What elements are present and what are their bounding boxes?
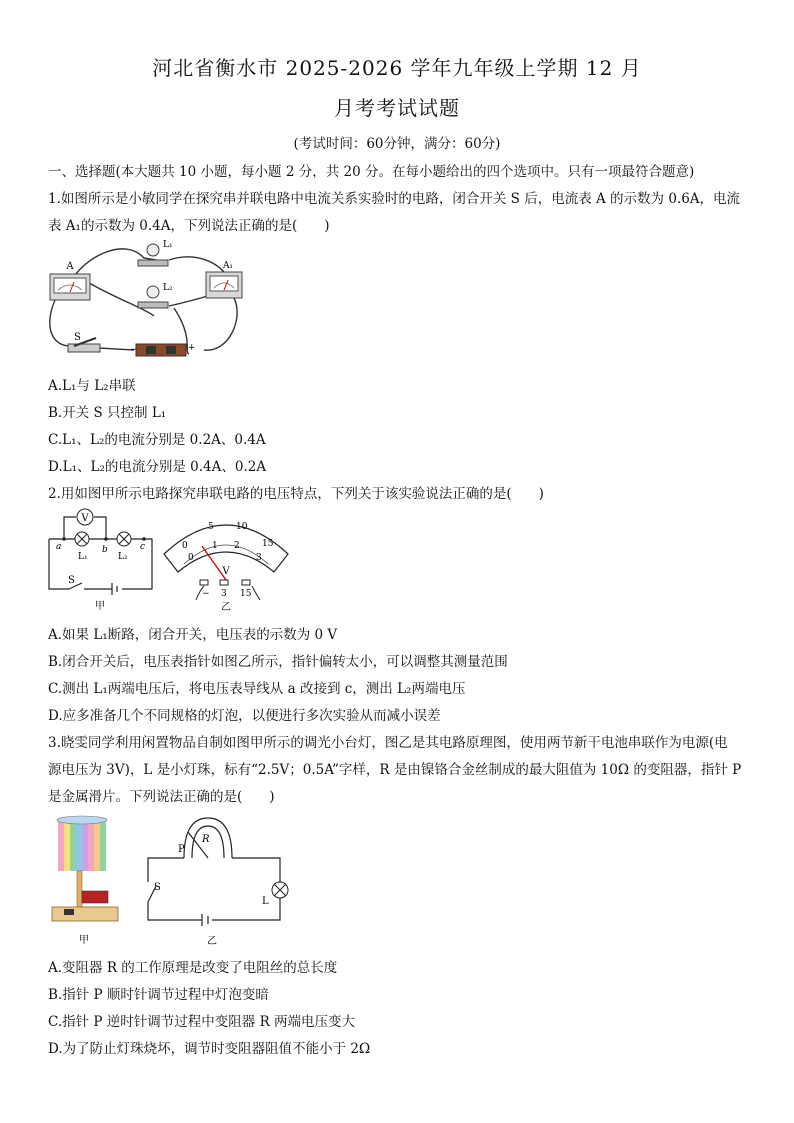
bottom-tick-1: 1 — [212, 541, 218, 551]
battery-neg: − — [130, 345, 138, 355]
q1-stem-line1: 1.如图所示是小敏同学在探究串并联电路中电流关系实验时的电路，闭合开关 S 后，电流表 A 的示数为 0.6A，电流 — [48, 191, 741, 207]
page-title: 河北省衡水市 2025-2026 学年九年级上学期 12 月 — [152, 56, 642, 80]
meter-unit: V — [222, 566, 230, 577]
q3-option-d[interactable]: D.为了防止灯珠烧坏，调节时变阻器阻值不能小于 2Ω — [48, 1041, 371, 1057]
q1-option-d[interactable]: D.L₁、L₂的电流分别是 0.4A、0.2A — [48, 459, 267, 475]
bottom-tick-2: 2 — [234, 541, 240, 551]
ammeter-a1-label: A₁ — [222, 261, 234, 271]
page-subtitle: 月考考试试题 — [334, 96, 460, 120]
voltmeter-label: V — [81, 513, 89, 524]
q2-option-a[interactable]: A.如果 L₁断路，闭合开关，电压表的示数为 0 V — [48, 627, 338, 643]
lamp-l1-label: L₁ — [78, 552, 88, 562]
q2-voltmeter-yi — [160, 510, 292, 612]
q1-stem-line2: 表 A₁的示数为 0.4A，下列说法正确的是( ) — [48, 218, 330, 234]
q1-option-b[interactable]: B.开关 S 只控制 L₁ — [48, 405, 167, 421]
top-tick-5: 5 — [208, 522, 214, 532]
pointer-p: P — [178, 844, 185, 855]
point-a: a — [56, 542, 62, 552]
battery — [136, 344, 186, 356]
ammeter-a-label: A — [66, 261, 74, 272]
q3-option-b[interactable]: B.指针 P 顺时针调节过程中灯泡变暗 — [48, 987, 269, 1003]
terminal-neg: − — [202, 589, 210, 599]
bottom-tick-3: 3 — [256, 553, 262, 563]
bottom-tick-0: 0 — [188, 553, 194, 563]
meter-terminals — [200, 580, 250, 585]
lamp-l2-label: L₂ — [163, 283, 173, 293]
q3-option-c[interactable]: C.指针 P 逆时针调节过程中变阻器 R 两端电压变大 — [48, 1014, 356, 1030]
switch-s-label: S — [68, 575, 75, 586]
point-b: b — [102, 545, 108, 555]
switch-s-label: S — [154, 882, 161, 893]
terminal-3: 3 — [221, 589, 227, 599]
label-jia: 甲 — [79, 935, 89, 946]
point-c: c — [140, 542, 146, 552]
q1-circuit-figure — [44, 238, 254, 368]
q3-lamp-photo-jia — [44, 815, 124, 947]
label-jia: 甲 — [95, 601, 105, 611]
label-yi: 乙 — [207, 936, 217, 947]
q2-circuit-jia — [44, 505, 159, 611]
ammeter-a — [50, 274, 90, 300]
switch-s — [68, 338, 100, 352]
terminal-15: 15 — [240, 589, 252, 599]
q2-option-b[interactable]: B.闭合开关后，电压表指针如图乙所示，指针偏转太小，可以调整其测量范围 — [48, 654, 508, 670]
q1-option-a[interactable]: A.L₁与 L₂串联 — [48, 378, 136, 394]
battery-pos: + — [188, 343, 196, 353]
top-tick-10: 10 — [236, 522, 248, 532]
q3-option-a[interactable]: A.变阻器 R 的工作原理是改变了电阻丝的总长度 — [48, 960, 338, 976]
q3-circuit-yi — [144, 810, 294, 950]
lamp-l1-label: L₁ — [163, 240, 173, 250]
q3-stem-line2: 源电压为 3V)，L 是小灯珠，标有“2.5V；0.5A”字样，R 是由镍铬合金丝制成的最大阻值为 10Ω 的变阻器，指针 P — [48, 762, 742, 778]
switch-s-label: S — [74, 332, 81, 343]
q2-option-d[interactable]: D.应多准备几个不同规格的灯泡，以便进行多次实验从而减小误差 — [48, 708, 441, 724]
q1-option-c[interactable]: C.L₁、L₂的电流分别是 0.2A、0.4A — [48, 432, 266, 448]
label-yi: 乙 — [221, 602, 231, 612]
q2-option-c[interactable]: C.测出 L₁两端电压后，将电压表导线从 a 改接到 c，测出 L₂两端电压 — [48, 681, 466, 697]
exam-info: (考试时间：60分钟，满分：60分) — [293, 136, 501, 152]
ammeter-a1 — [206, 272, 242, 298]
top-tick-0: 0 — [182, 541, 188, 551]
q3-stem-line3: 是金属滑片。下列说法正确的是( ) — [48, 789, 275, 805]
top-tick-15: 15 — [262, 539, 274, 549]
lamp-l2-label: L₂ — [118, 552, 128, 562]
q2-stem: 2.用如图甲所示电路探究串联电路的电压特点，下列关于该实验说法正确的是( ) — [48, 486, 544, 502]
lamp-l-symbol — [272, 882, 288, 898]
lamp-l-label: L — [262, 896, 269, 907]
lampshade — [57, 816, 107, 871]
resistor-r: R — [202, 834, 210, 845]
lamp-l1-symbol — [75, 532, 89, 546]
lamp-l2-symbol — [117, 532, 131, 546]
q3-stem-line1: 3.晓雯同学利用闲置物品自制如图甲所示的调光小台灯，图乙是其电路原理图，使用两节新干电池串联作为电源(电 — [48, 735, 728, 751]
section-heading: 一、选择题(本大题共 10 小题，每小题 2 分，共 20 分。在每小题给出的四个选项中。只有一项最符合题意) — [48, 164, 695, 180]
